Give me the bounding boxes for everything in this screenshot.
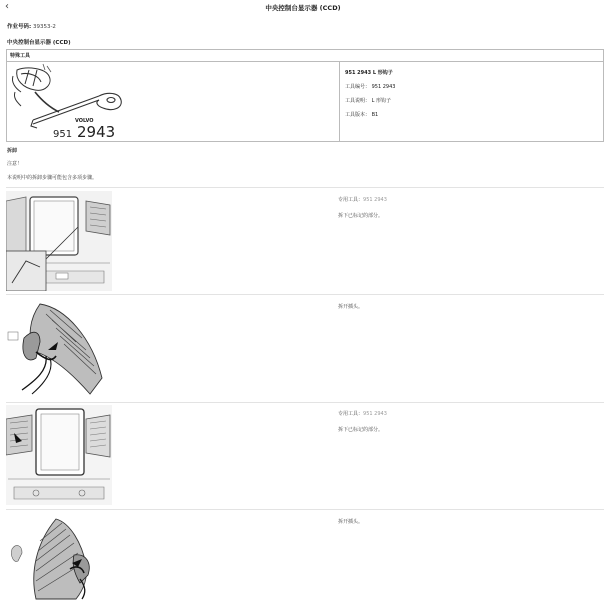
divider bbox=[6, 294, 604, 295]
removal-heading: 拆卸 bbox=[7, 148, 18, 154]
section-title: 中央控制台显示器 (CCD) bbox=[7, 40, 71, 46]
step-2-illustration bbox=[6, 298, 112, 398]
operation-number-value: 39353-2 bbox=[32, 24, 56, 30]
note-text: 本说明中的拆卸步骤可能包含多项步骤。 bbox=[7, 175, 98, 181]
tool-number-main: 2943 bbox=[77, 123, 116, 141]
step-4-illustration bbox=[6, 513, 112, 600]
step-1-tool-link[interactable]: 951 2943 bbox=[363, 197, 387, 203]
step-1-illustration bbox=[6, 191, 112, 291]
top-bar bbox=[0, 0, 606, 14]
step-3-text: 专用工具：951 2943 拆下已标记的部分。 bbox=[338, 411, 387, 433]
step-1-text: 专用工具：951 2943 拆下已标记的部分。 bbox=[338, 197, 387, 219]
special-tool-table bbox=[6, 49, 604, 142]
note-label: 注意！ bbox=[7, 161, 23, 167]
tool-info-row: 工具版本： B1 bbox=[345, 112, 379, 118]
special-tool-header: 特殊工具 bbox=[7, 50, 603, 62]
tool-info-row: 工具编号： 951 2943 bbox=[345, 84, 396, 90]
divider bbox=[6, 402, 604, 403]
step-2-text: 拆开插头。 bbox=[338, 304, 364, 310]
step-4-text: 拆开插头。 bbox=[338, 519, 364, 525]
tool-illustration bbox=[7, 62, 340, 141]
back-chevron-icon[interactable]: ‹ bbox=[5, 1, 9, 12]
operation-number bbox=[7, 22, 56, 30]
operation-number-label: 作业号码: bbox=[7, 24, 32, 30]
divider bbox=[6, 509, 604, 510]
tool-info bbox=[345, 66, 600, 122]
tool-info-title: 951 2943 L 形钩子 bbox=[345, 70, 393, 76]
tool-info-row: 工具说明： L 形钩子 bbox=[345, 98, 391, 104]
brand-label: VOLVO bbox=[75, 118, 94, 124]
tool-number-prefix: 951 bbox=[53, 129, 73, 140]
step-3-tool-link[interactable]: 951 2943 bbox=[363, 411, 387, 417]
page-title: 中央控制台显示器 (CCD) bbox=[265, 4, 341, 12]
step-3-illustration bbox=[6, 405, 112, 505]
divider bbox=[6, 187, 604, 188]
